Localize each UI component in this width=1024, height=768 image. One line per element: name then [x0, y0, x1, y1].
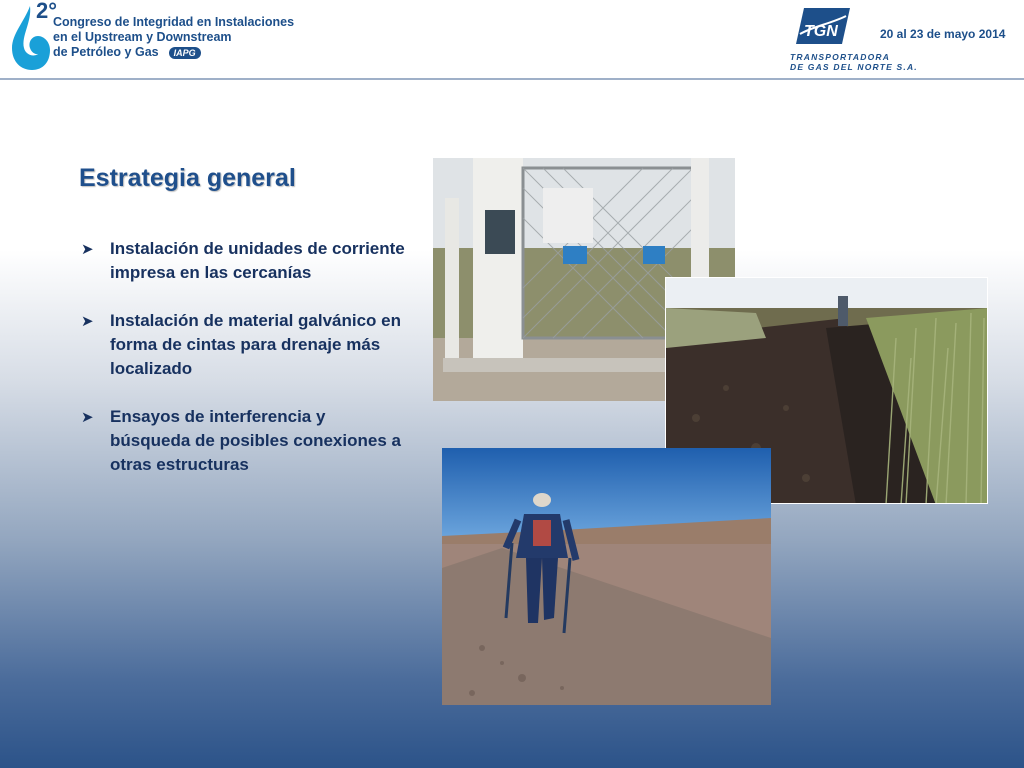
arrow-bullet-icon: ➤	[81, 313, 94, 330]
bullet-text: Instalación de unidades de corriente impresa en las cercanías	[110, 239, 405, 282]
iapg-logo-badge: IAPG	[169, 47, 201, 59]
arrow-bullet-icon: ➤	[81, 409, 94, 426]
bullet-text: Ensayos de interferencia y búsqueda de posibles conexiones a otras estructuras	[110, 407, 401, 474]
slide-title: Estrategia general	[79, 164, 296, 192]
congress-title	[53, 15, 294, 60]
arrow-bullet-icon: ➤	[81, 241, 94, 258]
tgn-logo-letters: TGN	[804, 23, 838, 40]
company-name: TRANSPORTADORA DE GAS DEL NORTE S.A.	[790, 52, 918, 72]
bullet-item	[80, 309, 410, 381]
bullet-item	[80, 405, 410, 477]
bullet-text: Instalación de material galvánico en forma de cintas para drenaje más localizado	[110, 311, 401, 378]
desert-survey-photo	[442, 448, 771, 705]
bullet-item	[80, 237, 410, 285]
congress-title-line-3: de Petróleo y Gas IAPG	[53, 45, 294, 60]
logo-number: 2°	[36, 0, 58, 23]
congress-title-line-1: Congreso de Integridad en Instalaciones	[53, 15, 295, 29]
bullet-list	[80, 237, 410, 501]
congress-title-line-2: en el Upstream y Downstream	[53, 30, 232, 44]
event-date: 20 al 23 de mayo 2014	[880, 27, 1006, 41]
slide-header	[0, 0, 1024, 80]
